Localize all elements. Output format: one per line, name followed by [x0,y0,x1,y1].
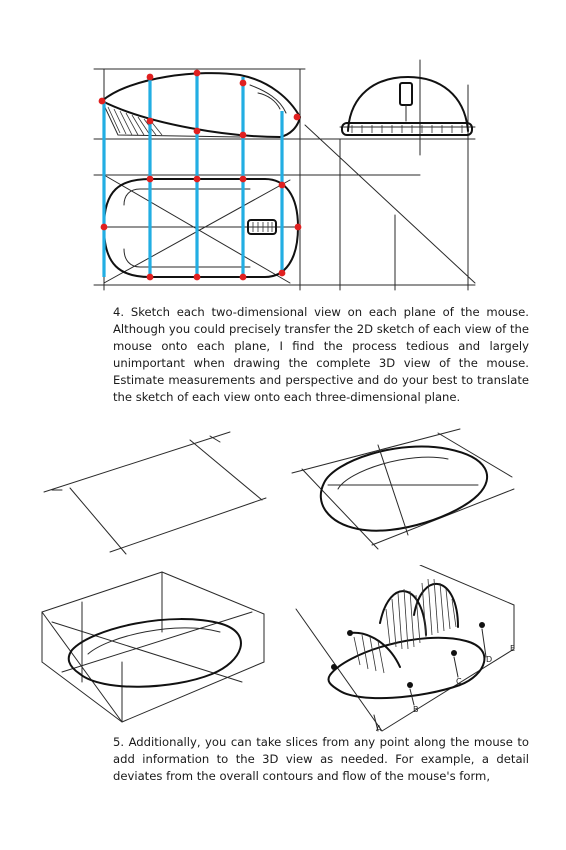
label-a: A [376,724,382,733]
box-sketch [32,562,272,732]
label-c: C [456,677,462,686]
slices-sketch [290,565,530,735]
step-5-paragraph: 5. Additionally, you can take slices from any point along the mouse to add information to the 3D view as needed. For example, a detail deviates from the overall contours and flow of the mouse's form, [113,735,529,783]
plane-with-outline-sketch [288,425,518,555]
side-view [102,73,300,137]
projection-lines [104,73,282,279]
orthographic-sketch [90,55,490,295]
top-view [104,179,298,277]
label-b: B [413,705,419,714]
perspective-plane-sketch [40,430,270,560]
step-4-paragraph: 4. Sketch each two-dimensional view on each plane of the mouse. Although you could precisely transfer the 2D sketch of each view of the mouse onto each plane, I find the process tedious and largely unimportant when drawing the complete 3D view of the mouse. Estimate measurements and perspective and do your best to translate the sketch of each view onto each three-dimensional plane. [113,305,529,404]
orthographic-views-figure [90,55,490,295]
outline-sketch [288,425,518,555]
box-construction-sketch [32,562,272,732]
label-d: D [486,655,493,664]
front-view [342,77,472,135]
plane-sketch [40,430,270,560]
label-e: E [510,644,516,653]
slice-sections-sketch [290,565,530,735]
